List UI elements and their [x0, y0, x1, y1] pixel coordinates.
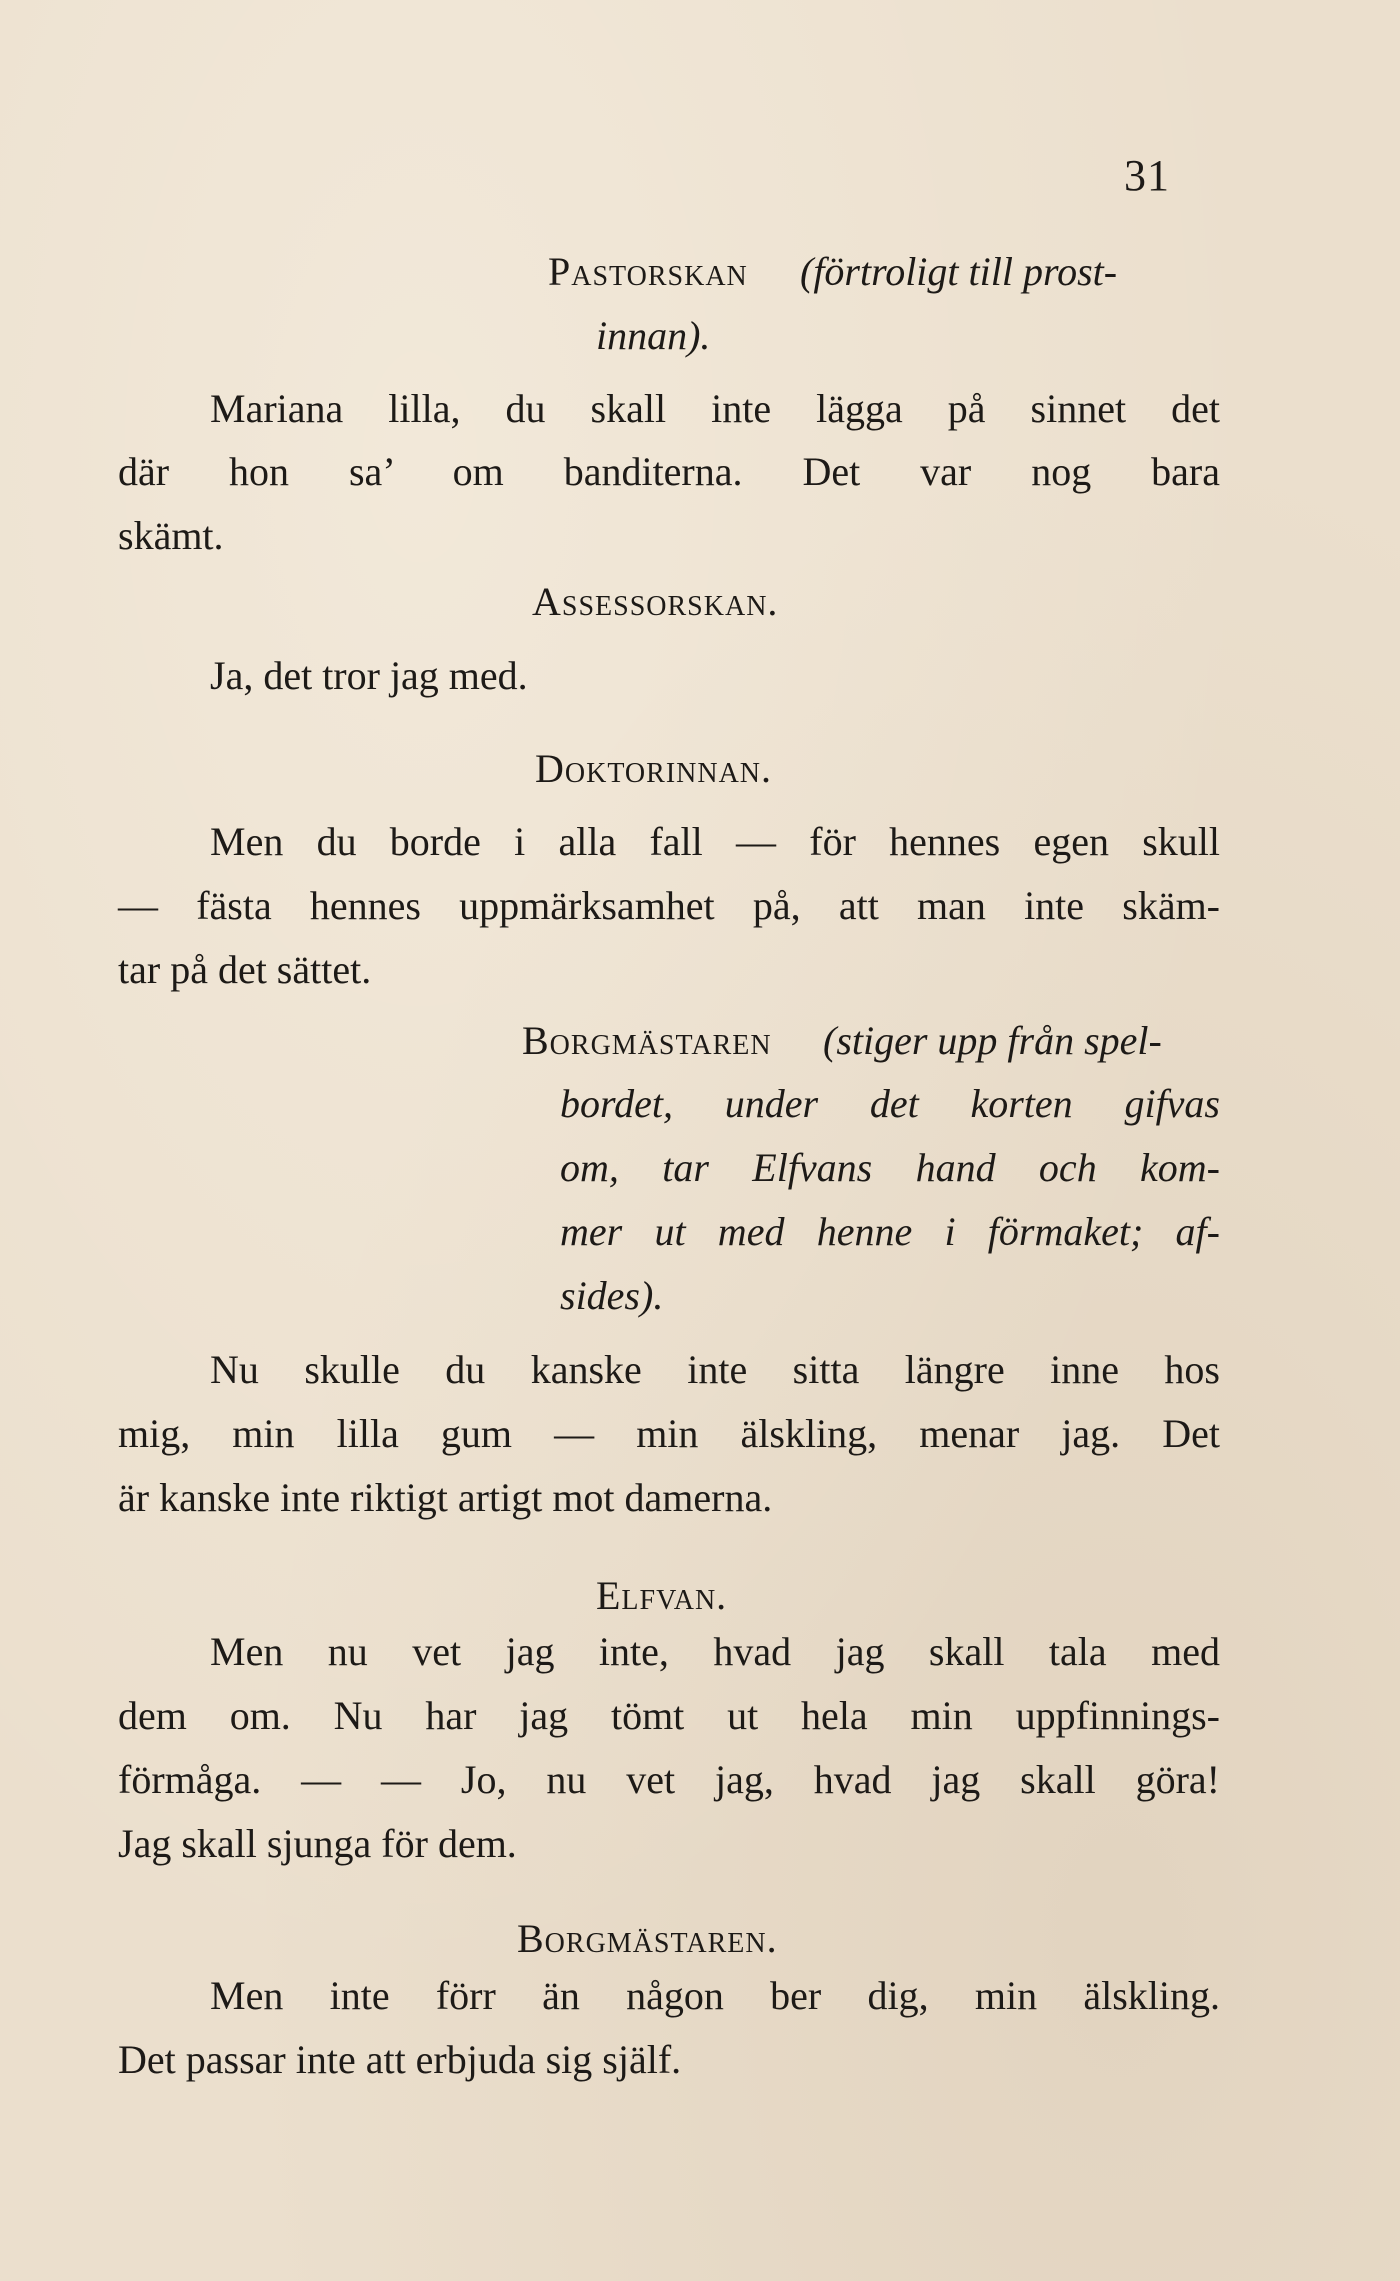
stage-direction-line: (förtroligt till prost- — [800, 249, 1118, 294]
speaker-name: Elfvan. — [596, 1573, 728, 1618]
speaker-name: Doktorinnan. — [535, 746, 773, 791]
stage-direction-line: mer ut med henne i förmaket; af- — [560, 1209, 1220, 1254]
speech-line: Mariana lilla, du skall inte lägga på sinnet det — [210, 386, 1220, 431]
speech-line: skämt. — [118, 513, 224, 558]
page-number: 31 — [1124, 151, 1170, 200]
speech-line: dem om. Nu har jag tömt ut hela min uppfinnings- — [118, 1693, 1220, 1738]
speech-line: Nu skulle du kanske inte sitta längre inne hos — [210, 1347, 1220, 1392]
speech-line: Men nu vet jag inte, hvad jag skall tala med — [210, 1629, 1220, 1674]
speaker-name: Pastorskan — [548, 249, 748, 294]
speech-line: är kanske inte riktigt artigt mot damerna. — [118, 1475, 773, 1520]
speech-line: — fästa hennes uppmärksamhet på, att man inte skäm- — [118, 883, 1220, 928]
speech-line: Ja, det tror jag med. — [210, 653, 528, 698]
stage-direction-line: innan). — [596, 313, 711, 358]
stage-direction-line: (stiger upp från spel- — [823, 1018, 1162, 1063]
speech-line: mig, min lilla gum — min älskling, menar jag. Det — [118, 1411, 1220, 1456]
stage-direction-line: sides). — [560, 1273, 664, 1318]
speech-line: Men du borde i alla fall — för hennes egen skull — [210, 819, 1220, 864]
speaker-name: Borgmästaren — [522, 1018, 772, 1063]
speaker-name: Borgmästaren. — [517, 1916, 778, 1961]
stage-direction-line: om, tar Elfvans hand och kom- — [560, 1145, 1220, 1190]
speech-line: tar på det sättet. — [118, 947, 372, 992]
speech-line: där hon sa’ om banditerna. Det var nog bara — [118, 449, 1220, 494]
speaker-name: Assessorskan. — [532, 579, 779, 624]
speech-line: Det passar inte att erbjuda sig själf. — [118, 2037, 682, 2082]
speech-line: förmåga. — — Jo, nu vet jag, hvad jag skall göra! — [118, 1757, 1220, 1802]
stage-direction-line: bordet, under det korten gifvas — [560, 1081, 1220, 1126]
speech-line: Jag skall sjunga för dem. — [118, 1821, 517, 1866]
speech-line: Men inte förr än någon ber dig, min älskling. — [210, 1973, 1220, 2018]
